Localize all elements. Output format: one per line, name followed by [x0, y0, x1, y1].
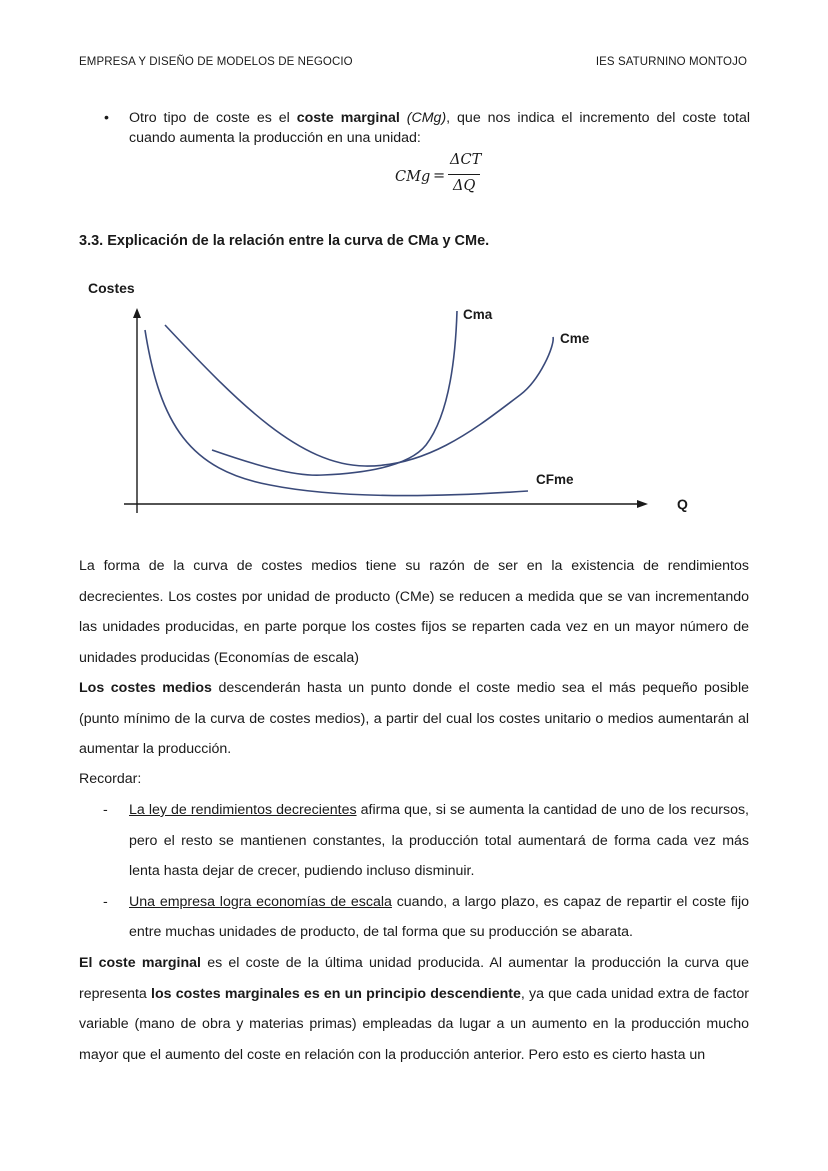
curve-cma [212, 311, 457, 475]
paragraph-marginal-cost: El coste marginal es el coste de la última unidad producida. Al aumentar la producción la curva que representa los costes marginales es en un principio descendiente, ya que cada unidad extra de factor variable (mano de obra y materias primas) empleadas da lugar a un aumento en la producción mucho mayor que el aumento del coste en relación con la producción anterior. Pero esto es cierto hasta un [79, 955, 750, 1063]
label-cme: Cme [560, 331, 590, 346]
section-title: 3.3. Explicación de la relación entre la curva de CMa y CMe. [79, 233, 490, 249]
curve-cfme [145, 330, 528, 496]
list-item: - Una empresa logra economías de escala cuando, a largo plazo, es capaz de repartir el coste fijo entre muchas unidades de producto, de tal forma que su producción se abarata. [79, 887, 749, 948]
p2-bold: Los costes medios [79, 680, 212, 696]
paragraph-average-cost-minimum: Los costes medios descenderán hasta un punto donde el coste medio sea el más pequeño posible (punto mínimo de la curva de costes medios), a partir del cual los costes unitario o medios aumentarán al aumentar la producción. [79, 680, 749, 757]
x-axis-label: Q [677, 496, 688, 512]
curve-cme [165, 325, 553, 466]
marginal-cost-formula [393, 152, 493, 200]
list-dash: - [103, 893, 108, 910]
list-item: - La ley de rendimientos decrecientes afirma que, si se aumenta la cantidad de uno de los recursos, pero el resto se mantienen constantes, la producción total aumentará de forma cada vez más lenta hasta dejar de crecer, pudiendo incluso disminuir. [79, 795, 749, 887]
label-cfme: CFme [536, 472, 574, 487]
y-axis-label: Costes [88, 280, 135, 296]
formula-equals: = [433, 168, 446, 184]
bullet-italic-abbrev: (CMg) [406, 110, 447, 126]
x-axis-arrow-icon [637, 500, 648, 508]
bullet-text: Otro tipo de coste es el coste marginal (CMg), que nos indica el incremento del coste total cuando aumenta la producción en una unidad: [129, 110, 750, 146]
paragraph-remember: Recordar: [79, 771, 142, 787]
formula-fraction-bar [448, 174, 480, 175]
page-header [79, 56, 747, 72]
remember-list [79, 795, 749, 948]
paragraph-average-cost-shape: La forma de la curva de costes medios tiene su razón de ser en la existencia de rendimientos decrecientes. Los costes por unidad de producto (CMe) se reducen a medida que se van incrementando las unidades producidas, en parte porque los costes fijos se reparten cada vez en un mayor número de unidades producidas (Economías de escala) [79, 558, 749, 666]
list-dash: - [103, 802, 108, 818]
bullet-dot-icon: • [104, 110, 109, 126]
label-cma: Cma [463, 307, 493, 322]
cost-curves-graph [80, 275, 700, 525]
list-item-underlined: La ley de rendimientos decrecientes [129, 802, 357, 818]
header-school-name: IES SATURNINO MONTOJO [595, 56, 747, 68]
formula-numerator: ΔCT [450, 152, 482, 168]
header-course-title: EMPRESA Y DISEÑO DE MODELOS DE NEGOCIO [79, 56, 353, 68]
bullet-bold-term: coste marginal [296, 110, 400, 126]
p4-bold-b: los costes marginales es en un principio descendiente [151, 985, 521, 1002]
p4-bold-a: El coste marginal [79, 955, 201, 971]
list-item-underlined: Una empresa logra economías de escala [129, 893, 392, 910]
formula-lhs: CMg [395, 169, 431, 185]
formula-denominator: ΔQ [453, 178, 476, 194]
y-axis-arrow-icon [133, 308, 141, 318]
